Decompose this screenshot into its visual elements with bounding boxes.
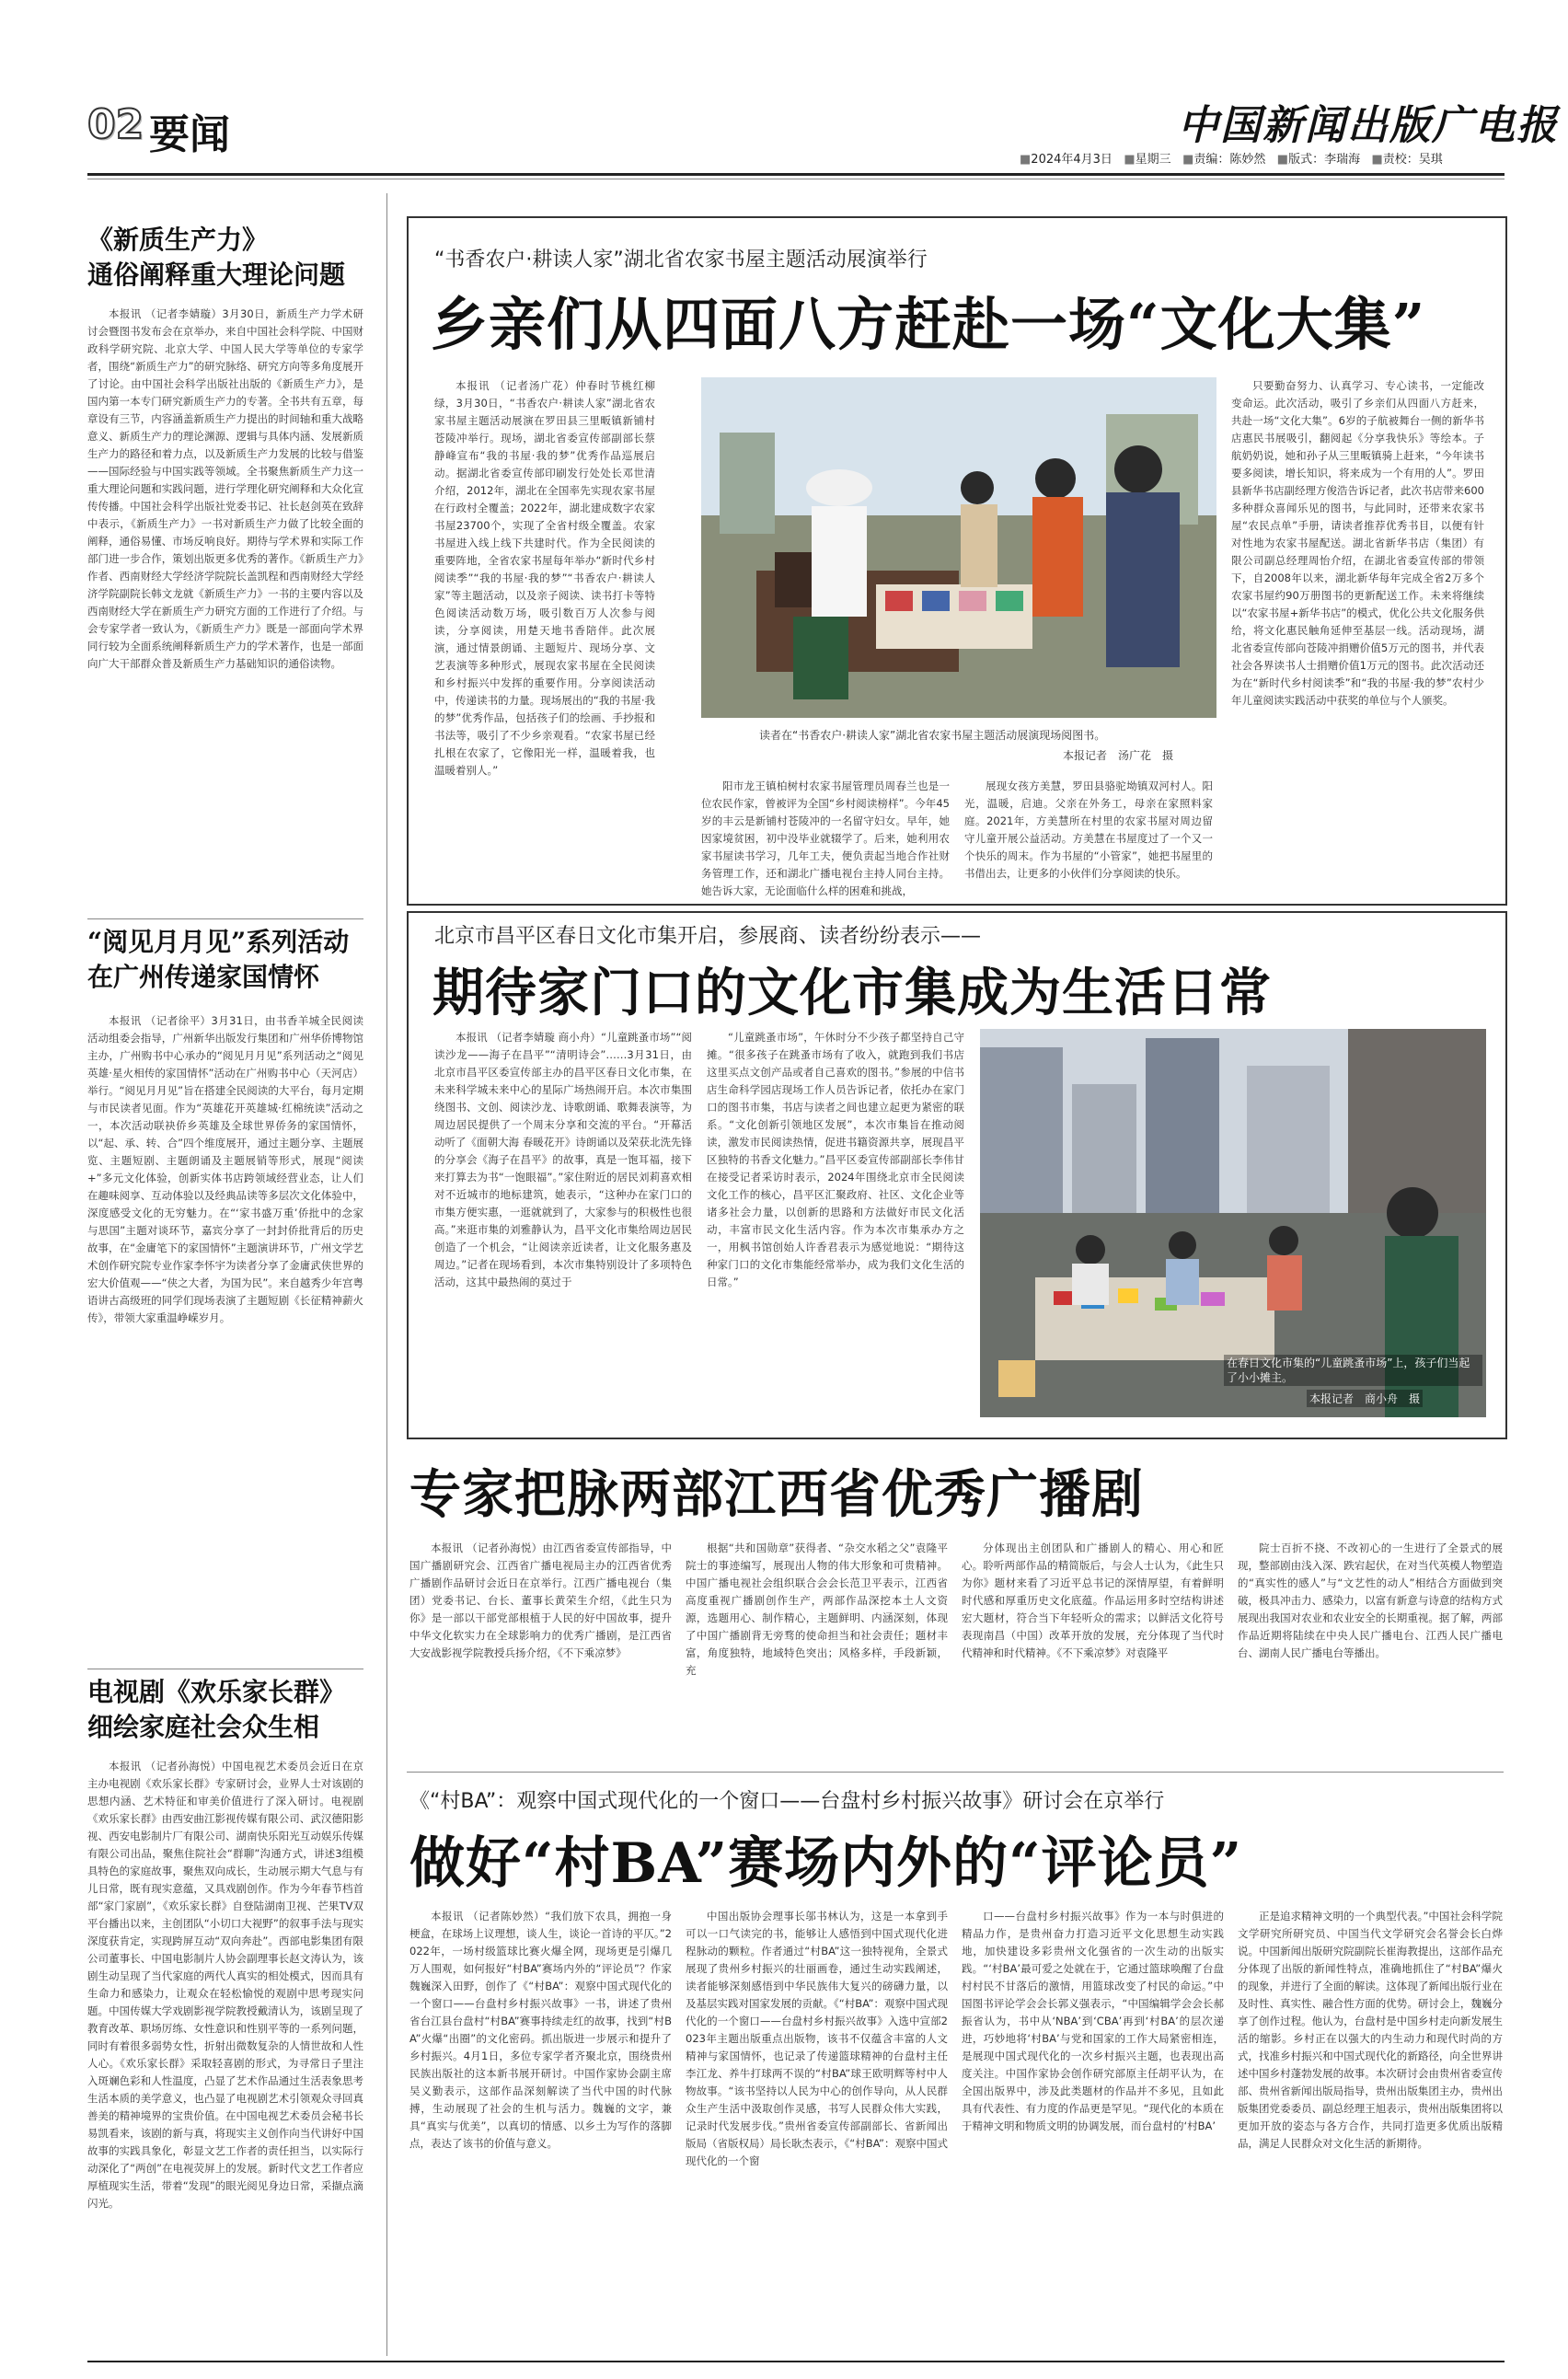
masthead-rule — [87, 173, 1505, 176]
editor-credit: 责编：陈妙然 — [1193, 153, 1266, 167]
story3-headline: 专家把脉两部江西省优秀广播剧 — [409, 1464, 1144, 1525]
story3-col2: 根据“共和国勋章”获得者、“杂交水稻之父”袁隆平院士的事迹编写，展现出人物的伟大形象和可贵精神。中国广播电视社会组织联合会会长范卫平表示，江西省高度重视广播剧创作生产，两部作品深挖本土人文资源，选题用心、制作精心，主题鲜明、内涵深刻，体现了中国广播剧背无旁骛的使命担当和社会责任；题材丰富，角度独特，地域特色突出；风格多样，手段新颖，充 — [686, 1542, 948, 1677]
page-number: 02 — [87, 101, 144, 148]
story1-col2: 展现女孩方美慧，罗田县骆驼坳镇双河村人。阳光，温暖，启迪。父亲在外务工，母亲在家照料家庭。2021年，方美慧所在村里的农家书屋对周边留守儿童开展公益活动。方美慧在书屋度过了一个又一个快乐的周末。作为书屋的“小管家”，她把书屋里的书借出去，让更多的小伙伴们分享阅读的快乐。 — [964, 780, 1213, 880]
left-divider-1 — [87, 918, 363, 919]
story4-kicker: 《“村BA”：观察中国式现代化的一个窗口——台盘村乡村振兴故事》研讨会在京举行 — [409, 1790, 1165, 1813]
left-article-1-title: 《新质生产力》 通俗阐释重大理论问题 — [87, 225, 346, 290]
story1-col3a: 阳市龙王镇柏树村农家书屋管理员周春兰也是一位农民作家，曾被评为全国“乡村阅读榜样”。今年45岁的丰云是新铺村苍陵冲的一名留守妇女。早年，她因家境贫困，初中没毕业就辍学了。后来，她利用农家书屋读书学习，几年工夫，便负责起当地合作社财务管理工作，还和湖北广播电视台主持人同台主持。她告诉大家，无论面临什么样的困难和挑战， — [701, 780, 950, 897]
story4-col1: 本报讯 （记者陈妙然）“我们放下农具，拥抱一身梗盒，在球场上议理想，谈人生，谈论一首诗的平仄。”2022年，一场村级篮球比赛火爆全网，现场更是引爆几万人围观，如何报好“村BA”赛场内外的“评论员”？作家魏巍深入田野，创作了《“村BA”：观察中国式现代化的一个窗口——台盘村乡村振兴故事》一书，讲述了贵州省台江县台盘村“村BA”赛事持续走红的故事，找到“村BA”火爆“出圈”的文化密码。抓出版进一步展示和提升了乡村振兴。4月1日，多位专家学者齐聚北京，围绕贵州民族出版社的这本新书展开研讨。中国作家协会副主席吴义勤表示，这部作品深刻解读了当代中国的时代脉搏，生动展现了社会的生机与活力。魏巍的文字，兼具“真实与优美”，以真切的情感、以乡土为写作的落脚点，表达了该书的价值与意义。 — [409, 1910, 672, 2150]
left-article-1-body: 本报讯 （记者李婧璇）3月30日，新质生产力学术研讨会暨图书发布会在京举办，来自中国社会科学院、中国财政科学研究院、北京大学、中国人民大学等单位的专家学者，围绕“新质生产力”的研究脉络、研究方向等多角度展开了讨论。由中国社会科学出版社出版的《新质生产力》，是国内第一本专门研究新质生产力的专著。全书共有五章，每章设有三节，内容涵盖新质生产力提出的时间轴和重大战略意义、新质生产力的理论渊源、逻辑与具体内涵、发展新质生产力的路径和着力点，以及新质生产力发展的比较与借鉴——国际经验与中国实践等领域。全书聚焦新质生产力这一重大理论问题和实践问题，进行学理化研究阐释和大众化宣传传播。中国社会科学出版社党委书记、社长赵剑英在致辞中表示，《新质生产力》一书对新质生产力做了比较全面的阐释，通俗易懂、市场反响良好。期待与学术界和实际工作部门进一步合作，策划出版更多优秀的著作。《新质生产力》作者、西南财经大学经济学院院长盖凯程和西南财经大学经济学院副院长韩文龙就《新质生产力》一书的主要内容以及西南财经大学在新质生产力研究方面的工作进行了介绍。与会专家学者一致认为，《新质生产力》既是一部面向学术界同行较为全面系统阐释新质生产力的学术著作，也是一部面向广大干部群众普及新质生产力基础知识的通俗读物。 — [87, 307, 363, 670]
story3-col4: 院士百折不挠、不改初心的一生进行了全景式的展现，整部剧由浅入深、跌宕起伏，在对当代英模人物塑造的“真实性的感人”与“文艺性的动人”相结合方面做到突破，极具冲击力、感染力，以富有新意与诗意的结构方式展现出我国对农业和农业安全的长期重视。据了解，两部作品近期将陆续在中央人民广播电台、江西人民广播电台、湖南人民广播电台等播出。 — [1238, 1542, 1503, 1659]
left-column — [87, 212, 363, 2356]
story1-photo — [701, 377, 1216, 718]
layout-credit: 版式：李瑞海 — [1288, 153, 1361, 167]
story3-divider — [407, 1772, 1504, 1773]
story4-col4: 正是追求精神文明的一个典型代表。”中国社会科学院文学研究所研究员、中国当代文学研究会名誉会长白烨说。中国新闻出版研究院副院长崔海教提出，这部作品充分体现了出版的新闻性特点，准确地抓住了“村BA”爆火的现象，并进行了全面的解读。这体现了新闻出版行业在及时性、真实性、融合性方面的优势。研讨会上，魏巍分享了创作过程。他认为，台盘村是中国乡村走向新发展生活的缩影。乡村正在以强大的内生动力和现代时尚的方式，找准乡村振兴和中国式现代化的新路径，向全世界讲述中国乡村蓬勃发展的故事。本次研讨会由贵州省委宣传部、贵州省新闻出版局指导，贵州出版集团主办，贵州出版集团党委委员、副总经理王旭表示，贵州出版集团将以更加开放的姿态与各方合作，共同打造更多优质出版精品，满足人民群众对文化生活的新期待。 — [1238, 1910, 1503, 2150]
story4-col3: 口——台盘村乡村振兴故事》作为一本与时俱进的精品力作，是贵州奋力打造习近平文化思想生动实践地，加快建设多彩贵州文化强省的一次生动的出版实践。“‘村BA’最可爱之处就在于，它通过篮球唤醒了台盘村村民不甘落后的激情，用篮球改变了村民的命运。”中国图书评论学会会长郭义强表示，“中国编辑学会会长郝振省认为，书中从‘NBA’到‘CBA’再到‘村BA’的层次递进，巧妙地将‘村BA’与党和国家的工作大局紧密相连，是展现中国式现代化的一次乡村振兴主题，也表现出高度关注。中国作家协会创作研究部原主任胡平认为，在全国出版界中，涉及此类题材的作品并不多见，且如此具有代表性、有力度的作品更是罕见。“现代化的本质在于精神文明和物质文明的协调发展，而台盘村的‘村BA’ — [962, 1910, 1224, 2132]
column-separator — [386, 193, 387, 2356]
paper-name: 中国新闻出版广电报 — [1178, 102, 1559, 149]
footer-rule — [87, 2361, 1505, 2362]
story2-col2: “儿童跳蚤市场”，午休时分不少孩子都坚持自己守摊。“很多孩子在跳蚤市场有了收入，就跑到我们书店这里买点文创产品或者自己喜欢的图书。”参展的中信书店生命科学园店现场工作人员告诉记者，依托办在家门口的图书市集，书店与读者之间也建立起更为紧密的联系。“文化创新引领地区发展”，本次市集旨在推动阅读，激发市民阅读热情，促进书籍资源共享，展现昌平区独特的书香文化魅力。”昌平区委宣传部副部长李伟甘在接受记者采访时表示，2024年围绕北京市全民阅读文化工作的核心，昌平区汇聚政府、社区、文化企业等诸多社会力量，以创新的思路和方法做好市民文化活动，丰富市民文化生活内容。作为本次市集承办方之一，用枫书馆创始人许香君表示为感觉地说：“期待这种家门口的文化市集能经常举办，成为我们文化生活的日常。” — [707, 1031, 964, 1288]
issue-weekday: 星期三 — [1135, 153, 1171, 167]
issue-date: 2024年4月3日 — [1031, 153, 1113, 167]
left-article-3-title: 电视剧《欢乐家长群》 细绘家庭社会众生相 — [87, 1677, 346, 1742]
story4-headline: 做好“村BA”赛场内外的“评论员” — [409, 1831, 1243, 1896]
left-article-3-body: 本报讯 （记者孙海悦）中国电视艺术委员会近日在京主办电视剧《欢乐家长群》专家研讨会，业界人士对该剧的思想内涵、艺术特征和审美价值进行了深入研讨。电视剧《欢乐家长群》由西安曲江影视传媒有限公司、武汉德阳影视、西安电影制片厂有限公司、湖南快乐阳光互动娱乐传媒有限公司出品，聚焦住院社会“群聊”沟通方式，讲述3组模具特色的家庭故事，聚焦双向成长，生动展示期大气息与有儿日常，既有现实意蕴，又具戏剧创作。作为今年春节档首部“家门家剧”，《欢乐家长群》自登陆湖南卫视、芒果TV双平台播出以来，主创团队“小切口大视野”的叙事手法与现实深度获肯定，实现跨屏互动“双向奔赴”。西部电影集团有限公司董事长、中国电影制片人协会副理事长赵文涛认为，该剧生动呈现了当代家庭的两代人真实的相处模式，因而具有生命力和感染力，让观众在轻松愉悦的观剧中思考现实问题。中国传媒大学戏剧影视学院教授戴清认为，该剧呈现了教育改革、职场厉练、女性意识和性别平等的一系列问题，同时有着很多弱势女性，折射出微数复杂的人情世故和人性人心。《欢乐家长群》采取轻喜剧的形式，为寻常日子里注入斑斓色彩和人性温度，凸显了艺术作品通过生活表象思考生活本质的美学意义，也凸显了电视剧艺术引领观众寻回真善美的精神境界的宝贵价值。在中国电视艺术委员会秘书长易凯看来，该剧的新与真，将现实主义创作向当代讲好中国故事的实践具象化，彰显文艺工作者的责任担当，以实际行动深化了“两创”在电视荧屏上的发展。新时代文艺工作者应厚植现实生活，带着“发现”的眼光阅见身边日常，采撷点滴闪光。 — [87, 1760, 363, 2210]
section-title: 要闻 — [149, 111, 230, 158]
story2-headline: 期待家门口的文化市集成为生活日常 — [432, 963, 1272, 1023]
proof-credit: 责校：吴琪 — [1382, 153, 1443, 167]
story3-col1: 本报讯 （记者孙海悦）由江西省委宣传部指导，中国广播剧研究会、江西省广播电视局主办的江西省优秀广播剧作品研讨会近日在京举行。江西广播电视台（集团）党委书记、台长、董事长黄荣生介绍，《此生只为你》是一部以干部党部根植于人民的好中国故事，提升中华文化软实力在全球影响力的优秀广播剧，是江西省大安战影视学院教授兵扬介绍，《不下乘凉梦》 — [409, 1542, 672, 1659]
story1-photo-caption: 读者在“书香农户·耕读人家”湖北省农家书屋主题活动展演现场阅图书。 — [759, 729, 1106, 742]
story1-kicker: “书香农户·耕读人家”湖北省农家书屋主题活动展演举行 — [434, 248, 928, 271]
issue-info: ■2024年4月3日 ■星期三 ■责编：陈妙然 ■版式：李瑞海 ■责校：吴琪 — [1020, 153, 1443, 167]
story2-kicker: 北京市昌平区春日文化市集开启，参展商、读者纷纷表示—— — [434, 925, 982, 948]
left-article-2-body: 本报讯 （记者徐平）3月31日，由书香羊城全民阅读活动组委会指导，广州新华出版发行集团和广州华侨博物馆主办，广州购书中心承办的“阅见月月见”系列活动之“阅见英雄·星火相传的家国情怀”活动在广州购书中心（天河店）举行。“阅见月月见”旨在搭建全民阅读的大平台，每月定期与市民读者见面。作为“英雄花开英雄城·红棉统读”活动之一，本次活动联袂侨乡英雄及全球世界侨务的家国情怀，以“起、承、转、合”四个维度展开，通过主题分享、主题展览、主题短剧、主题朗诵及主题展销等形式，展现“阅读+”多元文化体验，创新实体书店跨领域经营业态，让人们在趣味阅享、互动体验以及经典品读等多层次文化体验中，深度感受文化的无穷魅力。在“‘家书盛万重’侨批中的念家与思国”主题对谈环节，嘉宾分享了一封封侨批背后的历史故事，在“金庸笔下的家国情怀”主题演讲环节，广州文学艺术创作研究院专业作家李怀宇为读者分享了金庸武侠世界的宏大价值观——“侠之大者，为国为民”。来自越秀少年宫粤语讲古高级班的同学们现场表演了主题短剧《长征精神薪火传》，带领大家重温峥嵘岁月。 — [87, 1014, 363, 1324]
story2-col1: 本报讯 （记者李婧璇 商小舟）“儿童跳蚤市场”“阅读沙龙——海子在昌平”“清明诗会”……3月31日，由北京市昌平区委宣传部主办的昌平区春日文化市集，在未来科学城未来中心的星际广场热闹开启。本次市集围绕图书、文创、阅读沙龙、诗歌朗诵、歌舞表演等，为周边居民提供了一个周末分享和交流的平台。“开幕活动听了《面朝大海 春暖花开》诗朗诵以及荣获北洗先锋的分享会《海子在昌平》的故事，真是一饱耳福，接下来打算去为书“一饱眼福”。”家住附近的居民刘莉喜欢相对不近城市的地标建筑，她表示，“这种办在家门口的市集方便实惠，一逛就就到了，大家参与的积极性也很高。”来逛市集的刘雅静认为，昌平文化市集给周边居民创造了一个机会，“让阅读亲近读者，让文化服务惠及周边。”记者在现场看到，本次市集特别设计了多项特色活动，这其中最热闹的莫过于 — [434, 1031, 692, 1288]
story1-photo-credit: 本报记者 汤广花 摄 — [1063, 749, 1174, 762]
story2-photo-credit: 本报记者 商小舟 摄 — [1307, 1390, 1423, 1407]
photo-book-fair-scene — [701, 377, 1216, 718]
story3-col3: 分体现出主创团队和广播剧人的精心、用心和匠心。聆听两部作品的精简版后，与会人士认为，《此生只为你》题材来看了习近平总书记的深情厚望，有着鲜明时代感和厚重历史文化底蕴。作品运用多时空结构讲述宏大题材，符合当下年轻听众的需求；以鲜活文化符号表现南昌（中国）改革开放的发展，充分体现了当代时代精神和时代精神。《不下乘凉梦》对袁隆平 — [962, 1542, 1224, 1659]
story1-headline: 乡亲们从四面八方赶赴一场“文化大集” — [431, 291, 1426, 358]
story1-col1: 本报讯 （记者汤广花）仲春时节桃红柳绿，3月30日，“书香农户·耕读人家”湖北省农家书屋主题活动展演在罗田县三里畈镇新铺村苍陵冲举行。现场，湖北省委宣传部副部长蔡静峰宣布“我的书屋·我的梦”优秀作品巡展启动。据湖北省委宣传部印刷发行处处长邓世清介绍，2012年，湖北在全国率先实现农家书屋在行政村全覆盖；2022年，湖北建成数字农家书屋23700个，实现了全省村级全覆盖。农家书屋进入线上线下共建时代。作为全民阅读的重要阵地，全省农家书屋每年举办“新时代乡村阅读季”“我的书屋·我的梦”“书香农户·耕读人家”等主题活动，以及亲子阅读、读书打卡等特色阅读活动数万场，吸引数百万人次参与阅读，分享阅读，用楚天地书香陪伴。此次展演，通过情景朗诵、主题短片、现场分享、文艺表演等多种形式，展现农家书屋在全民阅读和乡村振兴中发挥的重要作用。分享阅读活动中，传递读书的力量。现场展出的“我的书屋·我的梦”优秀作品，包括孩子们的绘画、手抄报和书法等，吸引了不少乡亲观看。“农家书屋已经扎根在农家了，它像阳光一样，温暖着我，也温暖着别人。” — [434, 379, 655, 777]
story1-col4: 只要勤奋努力、认真学习、专心读书，一定能改变命运。此次活动，吸引了乡亲们从四面八方赶来，共赴一场“文化大集”。6岁的子航被舞台一侧的新华书店惠民书展吸引，翻阅起《分享我快乐》等绘本。子航奶奶说，她和孙子从三里畈镇骑上赶来，“今年读书要多阅读，增长知识，将来成为一个有用的人”。罗田县新华书店副经理方俊浩告诉记者，此次书店带来600多种群众喜闻乐见的图书，与此同时，还带来农家书屋“农民点单”手册，请读者推荐优秀书目，以便有针对性地为农家书屋配送。湖北省新华书店（集团）有限公司副总经理周怡介绍，在湖北省委宣传部的带领下，自2008年以来，湖北新华每年完成全省2万多个农家书屋约90万册图书的更新配送工作。未来将继续以“农家书屋+新华书店”的模式，优化公共文化服务供给，将文化惠民触角延伸至基层一线。活动现场，湖北省委宣传部向苍陵冲捐赠价值5万元的图书，并代表社会各界读书人士捐赠价值1万元的图书。此次活动还为在“新时代乡村阅读季”和“我的书屋·我的梦”农村少年儿童阅读实践活动中获奖的单位与个人颁奖。 — [1231, 379, 1484, 707]
left-article-2-title: “阅见月月见”系列活动 在广州传递家国情怀 — [87, 927, 350, 992]
story2-photo-caption: 在春日文化市集的“儿童跳蚤市场”上，孩子们当起了小小摊主。 — [1224, 1355, 1482, 1386]
story4-col2: 中国出版协会理事长邬书林认为，这是一本拿到手可以一口气读完的书，能够让人感悟到中国式现代化进程脉动的颗粒。作者通过“村BA”这一独特视角，全景式展现了贵州乡村振兴的壮丽画卷，通过生动实践阐述，读者能够深刻感悟到中华民族伟大复兴的磅礴力量，以及基层实践对国家发展的贡献。《“村BA”：观察中国式现代化的一个窗口——台盘村乡村振兴故事》入选中宣部2023年主题出版重点出版物，该书不仅蕴含丰富的人文精神与家国情怀，也记录了传递篮球精神的台盘村主任李江龙、养牛打球两不误的“村BA”球王欧明辉等村中人物故事。“该书坚持以人民为中心的创作导向，从人民群众生产生活中汲取创作灵感，书写人民群众伟大实践，记录时代发展步伐。”贵州省委宣传部副部长、省新闻出版局（省版权局）局长耿杰表示，《“村BA”：观察中国式现代化的一个窗 — [686, 1910, 948, 2167]
